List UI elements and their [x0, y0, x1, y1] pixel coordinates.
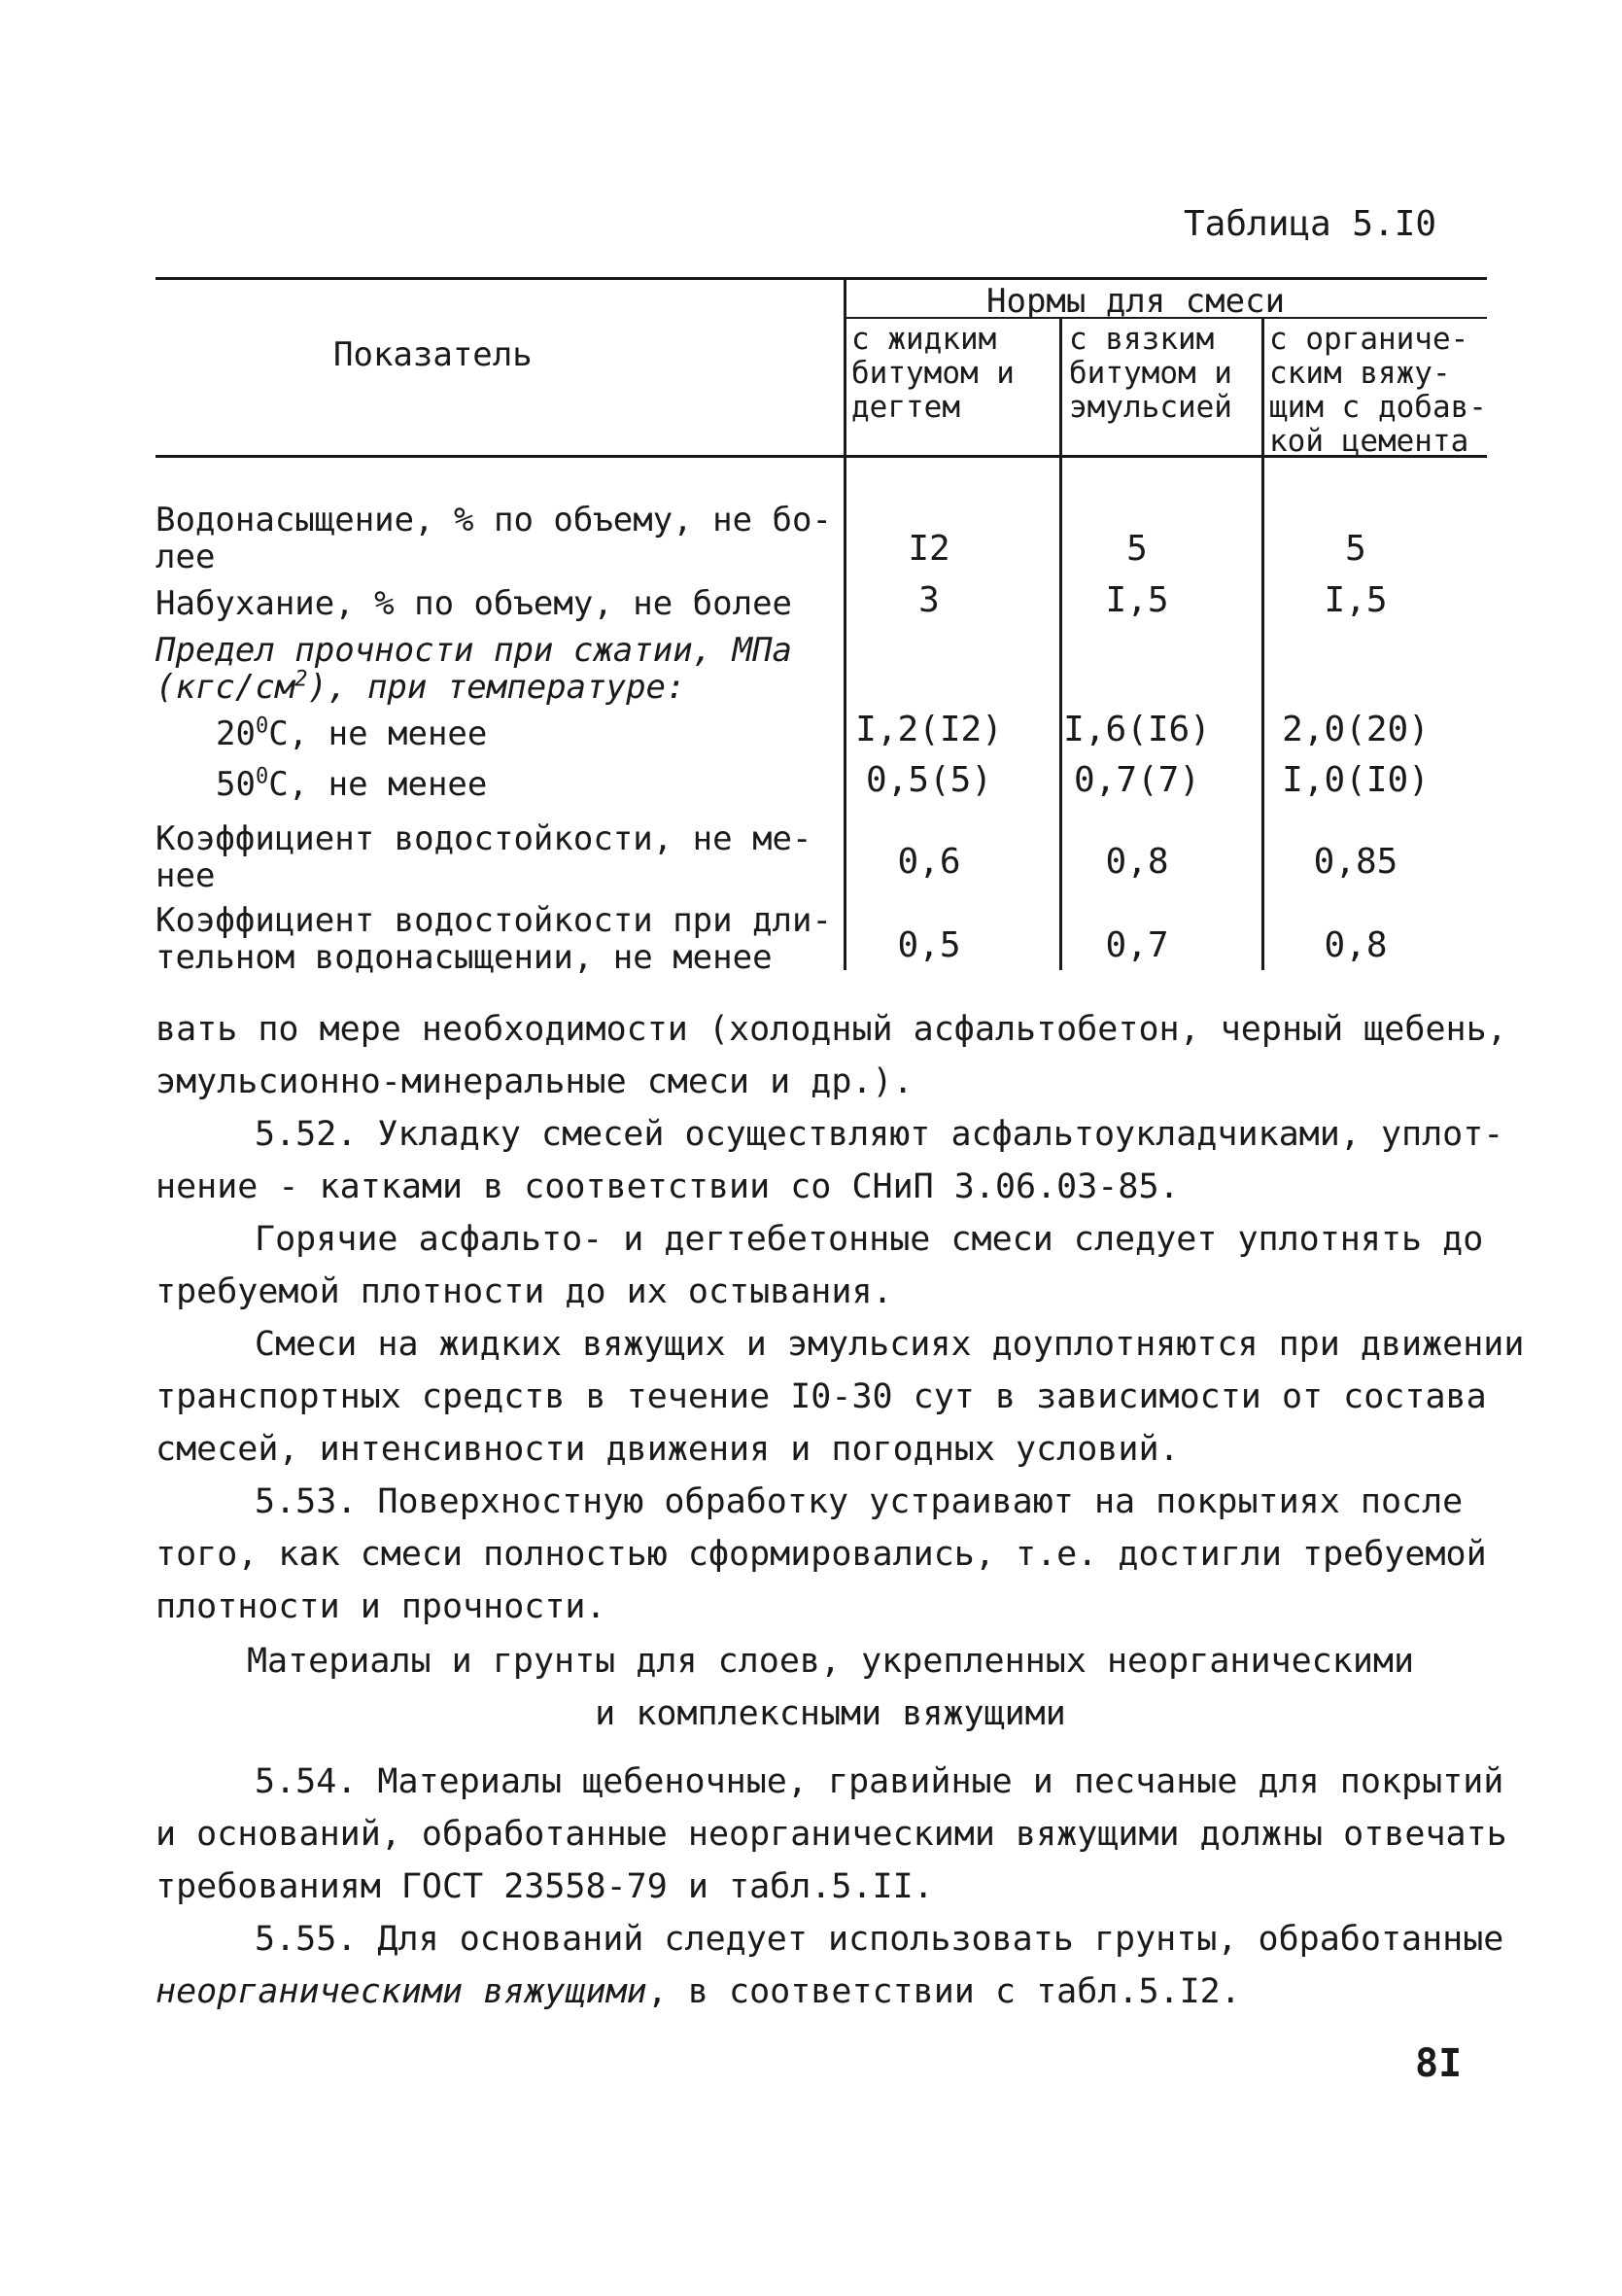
section-title-line-1: Материалы и грунты для слоев, укрепленных неорганическими — [246, 1642, 1415, 1681]
paragraph-line: нение - катками в соответствии со СНиП 3.06.03-85. — [155, 1167, 1180, 1206]
row-label-50c — [216, 766, 487, 803]
paragraph-line: Смеси на жидких вяжущих и эмульсиях доуплотняются при движении — [255, 1325, 1525, 1364]
paragraph-tail: , в соответствии с табл.5.I2. — [646, 1972, 1241, 2011]
temp-text: С, не менее — [268, 714, 488, 753]
paragraph-line: эмульсионно-минеральные смеси и др.). — [155, 1062, 914, 1101]
cell-r7-c3: 0,8 — [1324, 925, 1388, 965]
cell-r2-c2: I,5 — [1105, 580, 1169, 620]
paragraph-line: требованиям ГОСТ 23558-79 и табл.5.II. — [155, 1867, 934, 1906]
row-label-20c — [216, 715, 487, 752]
temp-text: С, не менее — [268, 765, 488, 804]
header-col-1: с жидким битумом и дегтем — [851, 322, 1015, 425]
cell-r5-c3: I,0(I0) — [1282, 760, 1430, 800]
row-label-swelling: Набухание, % по объему, не более — [155, 584, 793, 623]
paragraph-line: и оснований, обработанные неорганическими вяжущими должны отвечать — [155, 1815, 1507, 1854]
degree-sup: 0 — [255, 764, 269, 789]
cell-r1-c2: 5 — [1126, 529, 1148, 569]
table-caption: Таблица 5.I0 — [1184, 204, 1437, 244]
paragraph-line: того, как смеси полностью сформировались, т.е. достигли требуемой — [155, 1535, 1487, 1574]
cell-r5-c2: 0,7(7) — [1073, 760, 1201, 800]
paragraph-line: вать по мере необходимости (холодный асфальтобетон, черный щебень, — [155, 1010, 1507, 1049]
row-label-compressive-strength-tail: ), при температуре: — [307, 668, 686, 707]
cell-r6-c2: 0,8 — [1105, 842, 1169, 882]
header-indicator: Показатель — [333, 335, 533, 374]
cell-r1-c3: 5 — [1345, 529, 1366, 569]
row-label-water-saturation: Водонасыщение, % по объему, не бо- лее — [155, 501, 832, 576]
row-label-long-term-water-resistance: Коэффициент водостойкости при дли- тельном водонасыщении, не менее — [155, 901, 832, 977]
paragraph-line: плотности и прочности. — [155, 1587, 606, 1626]
header-col-2: с вязким битумом и эмульсией — [1069, 322, 1232, 425]
cell-r4-c1: I,2(I2) — [855, 710, 1003, 749]
row-label-water-resistance: Коэффициент водостойкости, не ме- нее — [155, 819, 812, 895]
header-col-3: с органиче- ским вяжу- щим с добав- кой цемента — [1269, 322, 1487, 459]
cell-r2-c1: 3 — [918, 580, 940, 620]
superscript-2: 2 — [294, 667, 308, 692]
cell-r5-c1: 0,5(5) — [865, 760, 993, 800]
paragraph-line: требуемой плотности до их остывания. — [155, 1272, 893, 1311]
cell-r7-c1: 0,5 — [897, 925, 961, 965]
cell-r6-c1: 0,6 — [897, 842, 961, 882]
temp-value: 50 — [216, 765, 256, 804]
degree-sup: 0 — [255, 713, 269, 739]
paragraph-line: 5.53. Поверхностную обработку устраивают на покрытиях после — [255, 1482, 1464, 1521]
page-number: 8I — [1415, 2041, 1463, 2086]
paragraph-line: 5.54. Материалы щебеночные, гравийные и песчаные для покрытий — [255, 1762, 1504, 1801]
cell-r6-c3: 0,85 — [1313, 842, 1398, 882]
cell-r7-c2: 0,7 — [1105, 925, 1169, 965]
paragraph-line: Горячие асфальто- и дегтебетонные смеси следует уплотнять до — [255, 1220, 1484, 1259]
paragraph-line: 5.55. Для оснований следует использовать грунты, обработанные — [255, 1920, 1504, 1959]
section-title-line-2: и комплексными вяжущими — [595, 1694, 1066, 1733]
cell-r4-c3: 2,0(20) — [1282, 710, 1430, 749]
table-top-rule — [155, 277, 1487, 280]
row-label-compressive-strength — [155, 632, 792, 706]
paragraph-line: смесей, интенсивности движения и погодных условий. — [155, 1430, 1180, 1469]
cell-r1-c1: I2 — [908, 529, 950, 569]
cell-r4-c2: I,6(I6) — [1063, 710, 1211, 749]
temp-value: 20 — [216, 714, 256, 753]
cell-r2-c3: I,5 — [1324, 580, 1388, 620]
italic-phrase: неорганическими вяжущими — [155, 1972, 647, 2011]
row-label-compressive-strength-text: Предел прочности при сжатии, МПа (кгс/см — [155, 631, 793, 707]
paragraph-line — [155, 1966, 1241, 2018]
header-group: Нормы для смеси — [986, 282, 1286, 321]
paragraph-line: транспортных средств в течение I0-30 сут в зависимости от состава — [155, 1377, 1487, 1416]
paragraph-line: 5.52. Укладку смесей осуществляют асфальтоукладчиками, уплот- — [255, 1115, 1504, 1154]
